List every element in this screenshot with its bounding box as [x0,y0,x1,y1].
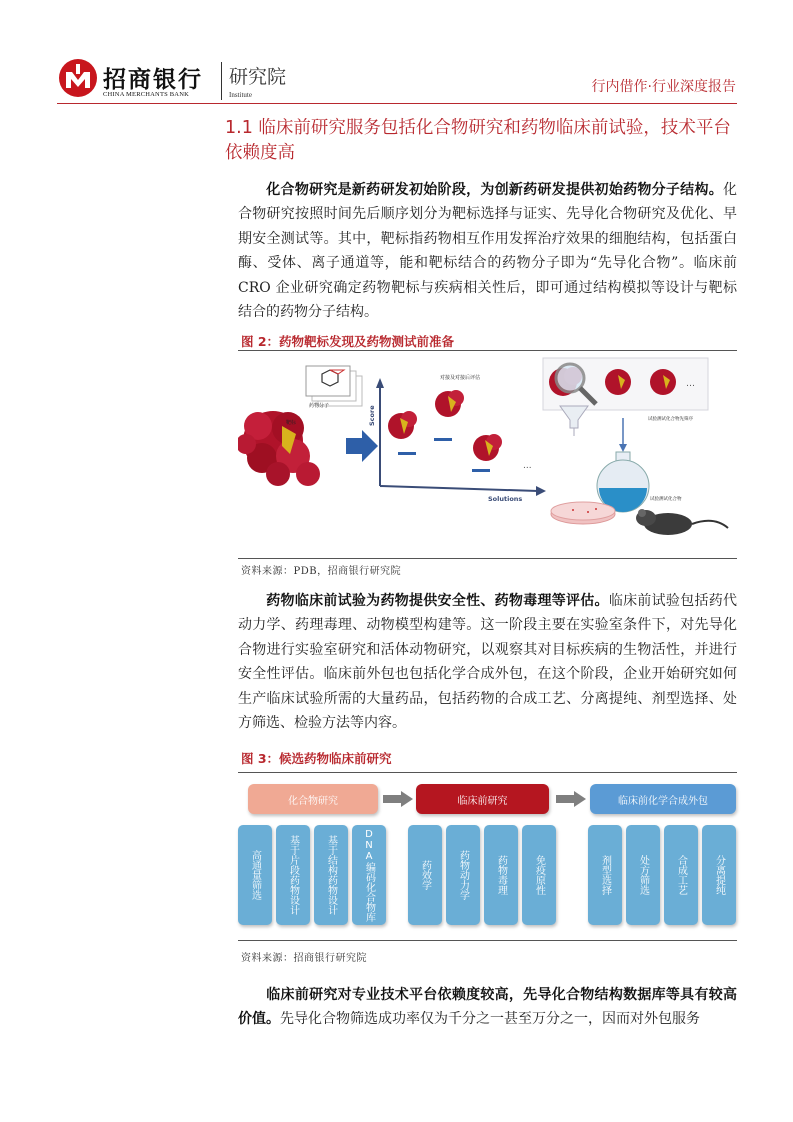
section-title: 1.1 临床前研究服务包括化合物研究和药物临床前试验，技术平台依赖度高 [225,118,731,163]
svg-text:…: … [686,379,695,389]
brand-name: 招商银行 [103,67,203,93]
paragraph-preclinical-trials [238,589,737,735]
flask-icon [597,452,649,512]
paragraph-platform-dependency [238,983,737,1032]
paragraph-lead: 临床前研究对专业技术平台依赖度较高，先导化合物结构数据库等具有较高价值。 [238,987,737,1028]
item-box [352,825,386,925]
item-label: 药效学 [419,860,431,890]
funnel-icon [560,406,588,428]
item-label: 药物动力学 [457,850,469,900]
item-box [484,825,518,925]
target-label: 靶标 [286,420,297,426]
item-label: 合成工艺 [675,855,687,895]
figure-2-illustration [238,356,737,556]
group-header-preclinical-research: 临床前研究 [416,784,549,814]
header-rule [57,103,737,104]
paragraph-lead: 药物临床前试验为药物提供安全性、药物毒理等评估。 [266,593,609,609]
petri-dish-icon [551,502,615,524]
cmb-logo-icon [58,58,98,98]
item-box [522,825,556,925]
arrow-right-icon [383,791,413,807]
figure-3-title: 图 3：候选药物临床前研究 [241,751,392,766]
test-compound-label: 试验测试化合物 [650,497,682,502]
item-label: DNA编码化合物库 [363,828,375,922]
ellipsis-label: ... [523,461,532,471]
mouse-icon [636,509,728,535]
item-label: 处方筛选 [637,855,649,895]
screening-panel [543,358,708,410]
brand-name-en: CHINA MERCHANTS BANK [103,91,189,98]
item-label: 药物毒理 [495,855,507,895]
item-label: 免疫原性 [533,855,545,895]
institute-name-en: Institute [229,91,252,99]
group-header-compound-research: 化合物研究 [248,784,378,814]
axis-score-label: Score [368,405,376,426]
figure-2-title: 图 2：药物靶标发现及药物测试前准备 [241,334,455,349]
paragraph-lead: 化合物研究是新药研发初始阶段，为创新药研发提供初始药物分子结构。 [266,182,723,198]
item-box [314,825,348,925]
molecule-label: 药物分子 [309,403,330,409]
prescreen-label: 试验测试化合物先筛序 [648,417,693,422]
molecule-cards-icon [306,366,362,406]
group-header-chemistry-outsourcing: 临床前化学合成外包 [590,784,736,814]
paragraph-compound-research [238,178,737,324]
paragraph-body: 化合物研究按照时间先后顺序划分为靶标选择与证实、先导化合物研究及优化、早期安全测试等。其中，靶标指药物相互作用发挥治疗效果的细胞结构，包括蛋白酶、受体、离子通道等，能和靶标结合的药物分子即为“先导化合物”。临床前 CRO 企业研究确定药物靶标与疾病相关性后，即可通过结构模拟等设计与靶标结合的药物分子结构。 [238,182,737,321]
arrow-right-icon [346,430,378,462]
item-box [446,825,480,925]
item-box [588,825,622,925]
docking-label: 对接及对接后评估 [440,375,481,381]
item-box [626,825,660,925]
figure-3-bottom-rule [238,940,737,941]
item-box [408,825,442,925]
institute-name: 研究院 [229,66,287,88]
figure-2-source: 资料来源：PDB，招商银行研究院 [241,566,402,577]
axis-solutions-label: Solutions [488,495,523,503]
target-protein-icon [238,411,320,486]
item-label: 分离提纯 [713,855,725,895]
paragraph-body: 临床前试验包括药代动力学、药理毒理、动物模型构建等。这一阶段主要在实验室条件下，对先导化合物进行实验室研究和活体动物研究，以观察其对目标疾病的生物活性，并进行安全性评估。临床前外包也包括化学合成外包，在这个阶段，企业开始研究如何生产临床试验所需的大量药品，包括药物的合成工艺、分离提纯、剂型选择、处方筛选、检验方法等内容。 [238,593,738,732]
item-box [664,825,698,925]
figure-2-top-rule [238,350,737,351]
item-box [276,825,310,925]
item-label: 基于结构药物设计 [325,835,337,915]
item-box [238,825,272,925]
candidate-protein-icon [388,390,502,461]
paragraph-body: 先导化合物筛选成功率仅为千分之一甚至万分之一，因而对外包服务 [280,1011,700,1028]
report-type-tag: 行内借作·行业深度报告 [591,79,736,95]
item-label: 剂型选择 [599,855,611,895]
figure-3-source: 资料来源：招商银行研究院 [241,953,367,964]
item-label: 高通量筛选 [249,850,261,900]
header-divider [221,62,222,100]
figure-2-bottom-rule [238,558,737,559]
item-label: 基于片段药物设计 [287,835,299,915]
figure-3-top-rule [238,772,737,773]
item-box [702,825,736,925]
arrow-right-icon [556,791,586,807]
